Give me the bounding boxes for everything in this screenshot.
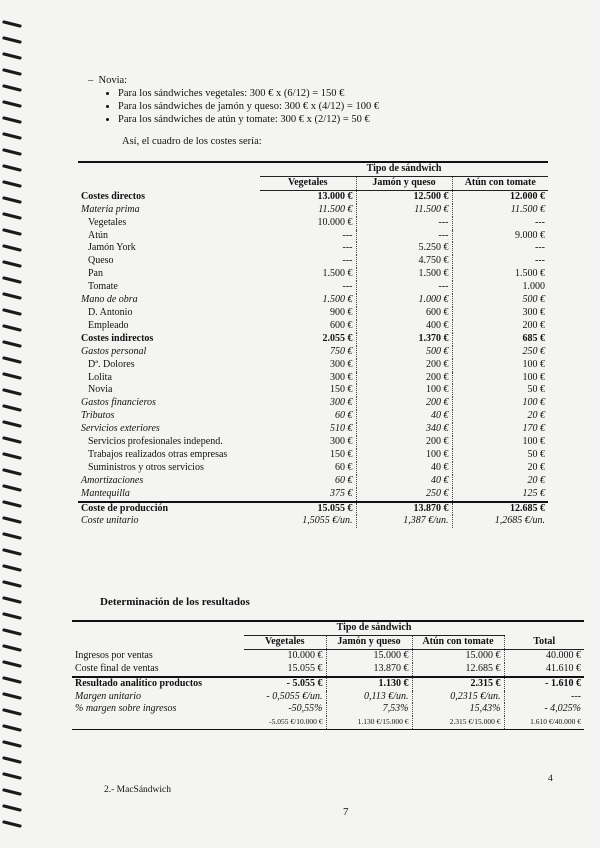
table-row	[78, 410, 548, 423]
row-label: Ingresos por ventas	[75, 649, 153, 661]
cell-value: 15.000 €	[412, 649, 504, 662]
intro-item: • Para los sándwiches de atún y tomate: 300 € x (2/12) = 50 €	[118, 113, 379, 126]
cell-value: 11.500 €	[452, 204, 548, 217]
cell-value: ---	[356, 230, 452, 243]
row-label: Gastos financieros	[81, 397, 156, 409]
cell-value: 60 €	[335, 474, 353, 486]
table-row	[78, 333, 548, 346]
cell-value: 900 €	[330, 306, 353, 318]
row-label: Vegetales	[88, 216, 127, 228]
table-row	[78, 515, 548, 528]
table-row	[72, 663, 584, 677]
cell-value: 300 €	[452, 307, 548, 320]
cell-value: ---	[342, 255, 353, 267]
results-table	[72, 620, 584, 730]
cell-value: 12.685 €	[412, 663, 504, 677]
cell-value: 200 €	[356, 436, 452, 449]
cell-value: 1.500 €	[322, 294, 353, 306]
intro-list	[88, 74, 379, 126]
cell-value: 20 €	[452, 475, 548, 488]
cell-value: ---	[504, 691, 584, 704]
cell-value: - 1.610 €	[504, 677, 584, 691]
col-header-vegetales: Vegetales	[244, 635, 326, 649]
cell-value: 150 €	[330, 384, 353, 396]
cell-value: 5.250 €	[356, 242, 452, 255]
cell-value: 150 €	[330, 448, 353, 460]
cell-value: 40 €	[356, 462, 452, 475]
table-row	[78, 423, 548, 436]
intro-lead: – Novia:	[88, 75, 128, 86]
table-row	[78, 462, 548, 475]
col-header-jamon: Jamón y queso	[356, 176, 452, 190]
cell-value: 200 €	[356, 372, 452, 385]
row-label: Lolita	[88, 371, 112, 383]
cell-value: 685 €	[452, 333, 548, 346]
table-row	[72, 691, 584, 704]
row-label: Costes directos	[81, 190, 145, 202]
row-label	[72, 716, 244, 729]
table-row	[78, 307, 548, 320]
cell-value: - 4,025%	[504, 703, 584, 716]
cell-value: 2.315 €/15.000 €	[412, 716, 504, 729]
row-label: Materia prima	[81, 203, 140, 215]
cell-value: 500 €	[356, 346, 452, 359]
row-label: Servicios profesionales independ.	[88, 436, 223, 448]
cell-value: 1,5055 €/un.	[302, 515, 353, 527]
row-label: Trabajos realizados otras empresas	[88, 448, 228, 460]
row-label: Empleado	[88, 319, 129, 331]
col-header-atun: Atún con tomate	[452, 176, 548, 190]
table-row	[78, 397, 548, 410]
empty-cell	[72, 635, 244, 649]
cell-value: 250 €	[452, 346, 548, 359]
col-header-vegetales: Vegetales	[260, 176, 356, 190]
row-label: Jamón York	[88, 242, 136, 254]
intro-item: • Para los sándwiches vegetales: 300 € x (6/12) = 150 €	[118, 87, 379, 100]
cell-value: 2.315 €	[412, 677, 504, 691]
empty-cell	[504, 621, 584, 635]
empty-cell	[72, 621, 244, 635]
cell-value: 400 €	[356, 320, 452, 333]
cell-value: ---	[342, 242, 353, 254]
table-row	[78, 384, 548, 397]
row-label: Servicios exteriores	[81, 423, 160, 435]
empty-cell	[78, 162, 260, 176]
row-label: Pan	[88, 268, 103, 280]
table-row	[78, 372, 548, 385]
costs-group-header: Tipo de sándwich	[260, 162, 548, 176]
cell-value: 200 €	[356, 359, 452, 372]
cell-value: 60 €	[335, 461, 353, 473]
results-body	[72, 649, 584, 729]
cell-value: ---	[452, 242, 548, 255]
col-header-jamon: Jamón y queso	[326, 635, 412, 649]
row-label: Coste unitario	[81, 515, 139, 527]
row-label: Mantequilla	[81, 487, 130, 499]
costs-col-header-row	[78, 176, 548, 190]
row-label: Gastos personal	[81, 345, 147, 357]
cell-value: 40.000 €	[504, 649, 584, 662]
cell-value: 100 €	[452, 436, 548, 449]
intro-lead-text: Novia:	[98, 75, 128, 86]
row-label: D. Antonio	[88, 306, 133, 318]
table-row	[78, 436, 548, 449]
cell-value: 1.000 €	[356, 294, 452, 307]
cell-value: 100 €	[452, 372, 548, 385]
results-group-header: Tipo de sándwich	[244, 621, 504, 635]
cell-value: 1.500 €	[322, 268, 353, 280]
col-header-total: Total	[504, 635, 584, 649]
cell-value: 300 €	[330, 358, 353, 370]
table-row	[78, 346, 548, 359]
row-label: Coste final de ventas	[75, 662, 159, 674]
cell-value: 1,2685 €/un.	[452, 515, 548, 528]
table-row	[78, 242, 548, 255]
cell-value: 15.055 €	[317, 502, 353, 514]
intro-item: • Para los sándwiches de jamón y queso: 300 € x (4/12) = 100 €	[118, 100, 379, 113]
cell-value: 340 €	[356, 423, 452, 436]
intro-items	[88, 87, 379, 126]
table-row	[78, 255, 548, 268]
row-label: Dª. Dolores	[88, 358, 135, 370]
cell-value: 200 €	[356, 397, 452, 410]
costs-table	[78, 161, 548, 528]
table-row	[78, 268, 548, 281]
table-row	[72, 677, 584, 691]
table-row	[78, 204, 548, 217]
cell-value: 13.000 €	[317, 190, 353, 202]
cell-value: 1,387 €/un.	[356, 515, 452, 528]
cell-value: - 5.055 €	[286, 677, 323, 689]
cell-value: 2.055 €	[322, 332, 353, 344]
cell-value: 15,43%	[412, 703, 504, 716]
cell-value: -5.055 €/10.000 €	[244, 716, 326, 729]
cell-value: 20 €	[452, 462, 548, 475]
table-row	[78, 449, 548, 462]
cell-value: 600 €	[356, 307, 452, 320]
cell-value: ---	[356, 281, 452, 294]
row-label: Tomate	[88, 281, 118, 293]
cell-value: 500 €	[452, 294, 548, 307]
cell-value: 1.130 €	[326, 677, 412, 691]
cell-value: 7,53%	[326, 703, 412, 716]
cell-value: 0,2315 €/un.	[412, 691, 504, 704]
table-row	[72, 716, 584, 729]
page-number: 7	[343, 806, 349, 818]
cell-value: 15.000 €	[326, 649, 412, 662]
cell-value: 200 €	[452, 320, 548, 333]
table-row	[72, 703, 584, 716]
table-row	[78, 281, 548, 294]
cell-value: 12.500 €	[356, 190, 452, 203]
cell-value: 100 €	[452, 397, 548, 410]
cell-value: 20 €	[452, 410, 548, 423]
cell-value: 100 €	[356, 384, 452, 397]
cell-value: 9.000 €	[452, 230, 548, 243]
table-row	[72, 649, 584, 662]
cell-value: 4.750 €	[356, 255, 452, 268]
cell-value: 1.000	[452, 281, 548, 294]
cell-value: ---	[452, 255, 548, 268]
cell-value: 40 €	[356, 410, 452, 423]
cell-value: 13.870 €	[356, 502, 452, 516]
table-row	[78, 320, 548, 333]
row-label: Queso	[88, 255, 114, 267]
col-header-atun: Atún con tomate	[412, 635, 504, 649]
cell-value: 300 €	[330, 436, 353, 448]
footer-section-number: 4	[548, 774, 553, 784]
cell-value: 100 €	[356, 449, 452, 462]
cell-value: 40 €	[356, 475, 452, 488]
cell-value: ---	[342, 229, 353, 241]
row-label: Resultado analítico productos	[75, 677, 203, 689]
table-row	[78, 359, 548, 372]
results-group-header-row	[72, 621, 584, 635]
footer-section-label: 2.- MacSándwich	[104, 785, 172, 795]
cell-value: 12.685 €	[452, 502, 548, 516]
table-row	[78, 294, 548, 307]
cell-value: 1.610 €/40.000 €	[504, 716, 584, 729]
table-row	[78, 502, 548, 516]
row-label: Margen unitario	[75, 690, 142, 702]
cell-value: 100 €	[452, 359, 548, 372]
cell-value: 375 €	[330, 487, 353, 499]
empty-cell	[78, 176, 260, 190]
cell-value: - 0,5055 €/un.	[266, 690, 323, 702]
row-label: Suministros y otros servicios	[88, 461, 204, 473]
row-label: Costes indirectos	[81, 332, 154, 344]
cell-value: 13.870 €	[326, 663, 412, 677]
row-label: % margen sobre ingresos	[75, 703, 177, 715]
cell-value: 125 €	[452, 488, 548, 502]
cell-value: 1.500 €	[452, 268, 548, 281]
table-row	[78, 230, 548, 243]
cell-value: 1.130 €/15.000 €	[326, 716, 412, 729]
table-row	[78, 190, 548, 203]
cell-value: 600 €	[330, 319, 353, 331]
cell-value: 10.000 €	[317, 216, 353, 228]
cell-value: 12.000 €	[452, 190, 548, 203]
cell-value: 0,113 €/un.	[326, 691, 412, 704]
row-label: Tributos	[81, 410, 115, 422]
row-label: Coste de producción	[81, 502, 169, 514]
costs-body	[78, 190, 548, 528]
cell-value: ---	[452, 217, 548, 230]
table-row	[78, 217, 548, 230]
cell-value: ---	[356, 217, 452, 230]
row-label: Novia	[88, 384, 113, 396]
cell-value: 60 €	[335, 410, 353, 422]
cell-value: 300 €	[330, 371, 353, 383]
results-title: Determinación de los resultados	[100, 596, 250, 608]
cell-value: 11.500 €	[356, 204, 452, 217]
cell-value: 170 €	[452, 423, 548, 436]
cell-value: 250 €	[356, 488, 452, 502]
costs-group-header-row	[78, 162, 548, 176]
cell-value: ---	[342, 281, 353, 293]
cell-value: 15.055 €	[287, 662, 323, 674]
cell-value: 510 €	[330, 423, 353, 435]
row-label: Atún	[88, 229, 108, 241]
cell-value: -50,55%	[288, 703, 323, 715]
cell-value: 41.610 €	[504, 663, 584, 677]
spiral-binding	[2, 0, 24, 848]
cell-value: 1.500 €	[356, 268, 452, 281]
table-row	[78, 475, 548, 488]
row-label: Amortizaciones	[81, 474, 144, 486]
intro-text: Así, el cuadro de los costes sería:	[122, 136, 262, 147]
cell-value: 50 €	[452, 449, 548, 462]
cell-value: 750 €	[330, 345, 353, 357]
cell-value: 10.000 €	[287, 649, 323, 661]
cell-value: 11.500 €	[318, 203, 353, 215]
row-label: Mano de obra	[81, 294, 138, 306]
cell-value: 1.370 €	[356, 333, 452, 346]
cell-value: 300 €	[330, 397, 353, 409]
cell-value: 50 €	[452, 384, 548, 397]
results-col-header-row	[72, 635, 584, 649]
table-row	[78, 488, 548, 502]
